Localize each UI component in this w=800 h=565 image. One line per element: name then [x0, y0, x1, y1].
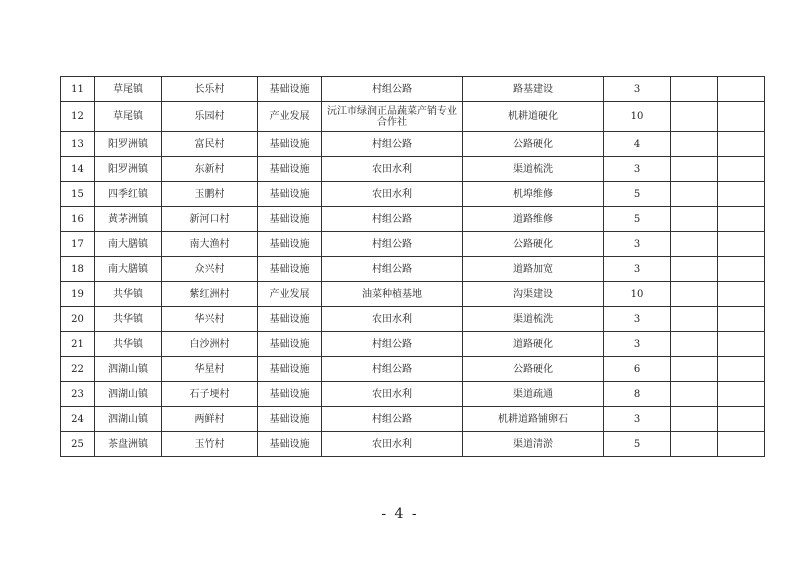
content-cell: 道路维修	[463, 207, 604, 232]
extra-cell-2	[718, 382, 765, 407]
row-number-cell: 24	[61, 407, 95, 432]
town-cell: 共华镇	[95, 332, 162, 357]
extra-cell-2	[718, 182, 765, 207]
project-cell: 农田水利	[322, 307, 463, 332]
project-cell: 村组公路	[322, 407, 463, 432]
extra-cell-2	[718, 207, 765, 232]
table-row	[61, 407, 765, 432]
page-number: - 4 -	[381, 506, 419, 522]
amount-cell: 5	[604, 182, 671, 207]
content-cell: 机耕道路铺卵石	[463, 407, 604, 432]
extra-cell-2	[718, 432, 765, 457]
town-cell: 南大膳镇	[95, 257, 162, 282]
extra-cell-2	[718, 132, 765, 157]
table-row	[61, 157, 765, 182]
row-number-cell: 19	[61, 282, 95, 307]
row-number-cell: 20	[61, 307, 95, 332]
project-cell: 村组公路	[322, 332, 463, 357]
row-number-cell: 11	[61, 77, 95, 102]
town-cell: 泗湖山镇	[95, 357, 162, 382]
table-body	[61, 77, 765, 457]
content-cell: 道路加宽	[463, 257, 604, 282]
village-cell: 乐园村	[162, 102, 258, 132]
town-cell: 草尾镇	[95, 102, 162, 132]
content-cell: 公路硬化	[463, 132, 604, 157]
row-number-cell: 12	[61, 102, 95, 132]
extra-cell-1	[671, 257, 718, 282]
category-cell: 基础设施	[258, 432, 322, 457]
category-cell: 基础设施	[258, 307, 322, 332]
table-row	[61, 432, 765, 457]
town-cell: 黄茅洲镇	[95, 207, 162, 232]
amount-cell: 5	[604, 207, 671, 232]
extra-cell-2	[718, 332, 765, 357]
row-number-cell: 22	[61, 357, 95, 382]
category-cell: 基础设施	[258, 182, 322, 207]
extra-cell-1	[671, 407, 718, 432]
table-row	[61, 207, 765, 232]
category-cell: 基础设施	[258, 382, 322, 407]
amount-cell: 3	[604, 77, 671, 102]
content-cell: 沟渠建设	[463, 282, 604, 307]
town-cell: 阳罗洲镇	[95, 132, 162, 157]
village-cell: 玉鹏村	[162, 182, 258, 207]
content-cell: 渠道清淤	[463, 432, 604, 457]
village-cell: 紫红洲村	[162, 282, 258, 307]
table-row	[61, 307, 765, 332]
table-row	[61, 182, 765, 207]
row-number-cell: 17	[61, 232, 95, 257]
extra-cell-1	[671, 102, 718, 132]
project-cell: 农田水利	[322, 182, 463, 207]
extra-cell-2	[718, 357, 765, 382]
town-cell: 共华镇	[95, 307, 162, 332]
category-cell: 基础设施	[258, 157, 322, 182]
category-cell: 基础设施	[258, 407, 322, 432]
town-cell: 四季红镇	[95, 182, 162, 207]
row-number-cell: 13	[61, 132, 95, 157]
extra-cell-1	[671, 207, 718, 232]
village-cell: 新河口村	[162, 207, 258, 232]
village-cell: 两鲜村	[162, 407, 258, 432]
table-row	[61, 282, 765, 307]
content-cell: 渠道疏通	[463, 382, 604, 407]
amount-cell: 3	[604, 407, 671, 432]
extra-cell-2	[718, 77, 765, 102]
content-cell: 机耕道硬化	[463, 102, 604, 132]
project-cell: 村组公路	[322, 257, 463, 282]
row-number-cell: 14	[61, 157, 95, 182]
amount-cell: 4	[604, 132, 671, 157]
village-cell: 众兴村	[162, 257, 258, 282]
project-cell: 农田水利	[322, 432, 463, 457]
amount-cell: 3	[604, 257, 671, 282]
row-number-cell: 25	[61, 432, 95, 457]
category-cell: 基础设施	[258, 257, 322, 282]
content-cell: 公路硬化	[463, 232, 604, 257]
extra-cell-1	[671, 77, 718, 102]
extra-cell-1	[671, 307, 718, 332]
extra-cell-1	[671, 232, 718, 257]
content-cell: 渠道梳洗	[463, 307, 604, 332]
content-cell: 路基建设	[463, 77, 604, 102]
content-cell: 机埠维修	[463, 182, 604, 207]
table-row	[61, 232, 765, 257]
town-cell: 阳罗洲镇	[95, 157, 162, 182]
project-table	[60, 76, 765, 457]
row-number-cell: 16	[61, 207, 95, 232]
town-cell: 共华镇	[95, 282, 162, 307]
extra-cell-2	[718, 407, 765, 432]
town-cell: 泗湖山镇	[95, 407, 162, 432]
category-cell: 基础设施	[258, 77, 322, 102]
village-cell: 华兴村	[162, 307, 258, 332]
extra-cell-1	[671, 132, 718, 157]
amount-cell: 3	[604, 332, 671, 357]
table-row	[61, 77, 765, 102]
row-number-cell: 23	[61, 382, 95, 407]
category-cell: 基础设施	[258, 357, 322, 382]
town-cell: 南大膳镇	[95, 232, 162, 257]
project-cell: 村组公路	[322, 207, 463, 232]
table-row	[61, 382, 765, 407]
extra-cell-2	[718, 157, 765, 182]
content-cell: 渠道梳洗	[463, 157, 604, 182]
town-cell: 泗湖山镇	[95, 382, 162, 407]
town-cell: 茶盘洲镇	[95, 432, 162, 457]
content-cell: 公路硬化	[463, 357, 604, 382]
extra-cell-2	[718, 282, 765, 307]
amount-cell: 3	[604, 307, 671, 332]
category-cell: 基础设施	[258, 207, 322, 232]
project-cell: 沅江市绿润正品蔬菜产销专业合作社	[322, 102, 463, 132]
amount-cell: 8	[604, 382, 671, 407]
extra-cell-1	[671, 332, 718, 357]
category-cell: 基础设施	[258, 132, 322, 157]
amount-cell: 3	[604, 157, 671, 182]
village-cell: 富民村	[162, 132, 258, 157]
amount-cell: 10	[604, 102, 671, 132]
project-cell: 村组公路	[322, 232, 463, 257]
extra-cell-1	[671, 432, 718, 457]
amount-cell: 10	[604, 282, 671, 307]
row-number-cell: 18	[61, 257, 95, 282]
project-cell: 村组公路	[322, 357, 463, 382]
table-row	[61, 102, 765, 132]
category-cell: 产业发展	[258, 282, 322, 307]
category-cell: 产业发展	[258, 102, 322, 132]
table-row	[61, 357, 765, 382]
town-cell: 草尾镇	[95, 77, 162, 102]
extra-cell-2	[718, 102, 765, 132]
project-cell: 村组公路	[322, 77, 463, 102]
table-row	[61, 257, 765, 282]
project-cell: 村组公路	[322, 132, 463, 157]
table-row	[61, 332, 765, 357]
project-cell: 农田水利	[322, 157, 463, 182]
village-cell: 华星村	[162, 357, 258, 382]
village-cell: 玉竹村	[162, 432, 258, 457]
extra-cell-1	[671, 382, 718, 407]
extra-cell-2	[718, 257, 765, 282]
content-cell: 道路硬化	[463, 332, 604, 357]
project-cell: 油菜种植基地	[322, 282, 463, 307]
village-cell: 白沙洲村	[162, 332, 258, 357]
extra-cell-1	[671, 157, 718, 182]
table-row	[61, 132, 765, 157]
category-cell: 基础设施	[258, 232, 322, 257]
village-cell: 石子埂村	[162, 382, 258, 407]
extra-cell-1	[671, 182, 718, 207]
row-number-cell: 21	[61, 332, 95, 357]
village-cell: 长乐村	[162, 77, 258, 102]
amount-cell: 5	[604, 432, 671, 457]
village-cell: 南大渔村	[162, 232, 258, 257]
village-cell: 东新村	[162, 157, 258, 182]
extra-cell-1	[671, 282, 718, 307]
project-cell: 农田水利	[322, 382, 463, 407]
amount-cell: 6	[604, 357, 671, 382]
category-cell: 基础设施	[258, 332, 322, 357]
extra-cell-2	[718, 307, 765, 332]
amount-cell: 3	[604, 232, 671, 257]
row-number-cell: 15	[61, 182, 95, 207]
extra-cell-2	[718, 232, 765, 257]
extra-cell-1	[671, 357, 718, 382]
